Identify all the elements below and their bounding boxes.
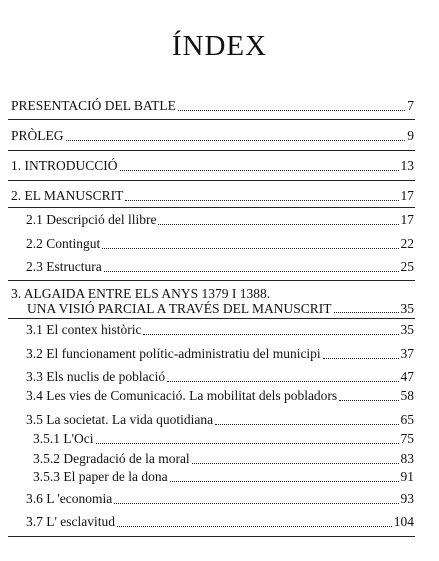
- toc-page-number: 25: [400, 259, 414, 274]
- dot-leader: [117, 526, 392, 527]
- toc-page-number: 13: [400, 158, 414, 173]
- toc-page-number: 22: [400, 236, 414, 251]
- divider: [8, 119, 415, 120]
- divider: [8, 318, 415, 319]
- toc-entry-funcionament[interactable]: [26, 346, 414, 362]
- toc-entry-label: 3.5.1 L'Oci: [33, 431, 94, 446]
- toc-entry-label: PRESENTACIÓ DEL BATLE: [11, 98, 176, 113]
- toc-entry-presentacio[interactable]: [11, 98, 414, 114]
- dot-leader: [167, 381, 398, 382]
- toc-page-number: 7: [407, 98, 414, 113]
- dot-leader: [102, 248, 398, 249]
- toc-page-number: 47: [400, 369, 414, 384]
- toc-entry-degradacio[interactable]: [33, 451, 414, 467]
- dot-leader: [104, 271, 399, 272]
- toc-entry-label: 1. INTRODUCCIÓ: [11, 158, 118, 173]
- divider: [8, 280, 415, 281]
- toc-page-number: 91: [400, 469, 414, 484]
- dot-leader: [215, 424, 398, 425]
- toc-page-number: 93: [400, 491, 414, 506]
- toc-entry-algaida[interactable]: [11, 286, 414, 316]
- dot-leader: [192, 463, 399, 464]
- toc-entry-label: 3.5.2 Degradació de la moral: [33, 451, 190, 466]
- dot-leader: [143, 334, 398, 335]
- toc-page-number: 104: [393, 514, 414, 529]
- dot-leader: [339, 400, 398, 401]
- toc-page-number: 35: [400, 322, 414, 337]
- dot-leader: [96, 443, 399, 444]
- toc-page-number: 35: [400, 301, 414, 316]
- toc-entry-societat[interactable]: [26, 412, 414, 428]
- toc-entry-contex[interactable]: [26, 322, 414, 338]
- toc-page-number: 75: [400, 431, 414, 446]
- divider: [8, 207, 415, 208]
- toc-entry-contingut[interactable]: [26, 236, 414, 252]
- toc-entry-label: PRÒLEG: [11, 128, 64, 143]
- toc-page-number: 17: [400, 212, 414, 227]
- toc-entry-label: 3.6 L 'economia: [26, 491, 113, 506]
- toc-entry-label: 2.3 Estructura: [26, 259, 102, 274]
- toc-entry-dona[interactable]: [33, 469, 414, 485]
- toc-page-number: 58: [400, 388, 414, 403]
- dot-leader: [66, 140, 406, 141]
- dot-leader: [170, 481, 399, 482]
- toc-entry-label: UNA VISIÓ PARCIAL A TRAVÉS DEL MANUSCRIT: [27, 301, 332, 316]
- toc-entry-label: 3.5 La societat. La vida quotidiana: [26, 412, 214, 427]
- dot-leader: [178, 110, 405, 111]
- dot-leader: [114, 503, 398, 504]
- toc-entry-label: 3.1 El contex històric: [26, 322, 142, 337]
- toc-entry-proleg[interactable]: [11, 128, 414, 144]
- toc-entry-label: 2. EL MANUSCRIT: [11, 188, 124, 203]
- toc-page-number: 37: [400, 346, 414, 361]
- toc-entry-label: 2.1 Descripció del llibre: [26, 212, 157, 227]
- toc-entry-nuclis[interactable]: [26, 369, 414, 385]
- dot-leader: [125, 200, 398, 201]
- toc-entry-label: 3.3 Els nuclis de població: [26, 369, 166, 384]
- toc-entry-label: 3.5.3 El paper de la dona: [33, 469, 168, 484]
- divider: [8, 150, 415, 151]
- dot-leader: [158, 224, 398, 225]
- dot-leader: [323, 358, 399, 359]
- toc-entry-esclavitud[interactable]: [26, 514, 414, 530]
- toc-page-number: 83: [400, 451, 414, 466]
- toc-entry-label: 3.4 Les vies de Comunicació. La mobilitat dels pobladors: [26, 388, 338, 403]
- toc-entry-oci[interactable]: [33, 431, 414, 447]
- toc-entry-label: 3. ALGAIDA ENTRE ELS ANYS 1379 I 1388.: [11, 286, 271, 301]
- toc-page-number: 65: [400, 412, 414, 427]
- toc-entry-introduccio[interactable]: [11, 158, 414, 174]
- toc-entry-vies[interactable]: [26, 388, 414, 404]
- divider: [8, 180, 415, 181]
- toc-entry-label: 3.7 L' esclavitud: [26, 514, 116, 529]
- divider: [8, 536, 415, 537]
- toc-entry-label: 2.2 Contingut: [26, 236, 101, 251]
- toc-page-number: 9: [407, 128, 414, 143]
- toc-entry-label: 3.2 El funcionament polític-administratiu del municipi: [26, 346, 321, 361]
- page-title: ÍNDEX: [171, 30, 268, 62]
- dot-leader: [120, 170, 399, 171]
- toc-entry-descripcio[interactable]: [26, 212, 414, 228]
- toc-entry-estructura[interactable]: [26, 259, 414, 275]
- toc-page-number: 17: [400, 188, 414, 203]
- toc-entry-manuscrit[interactable]: [11, 188, 414, 204]
- toc-entry-economia[interactable]: [26, 491, 414, 507]
- dot-leader: [334, 312, 399, 313]
